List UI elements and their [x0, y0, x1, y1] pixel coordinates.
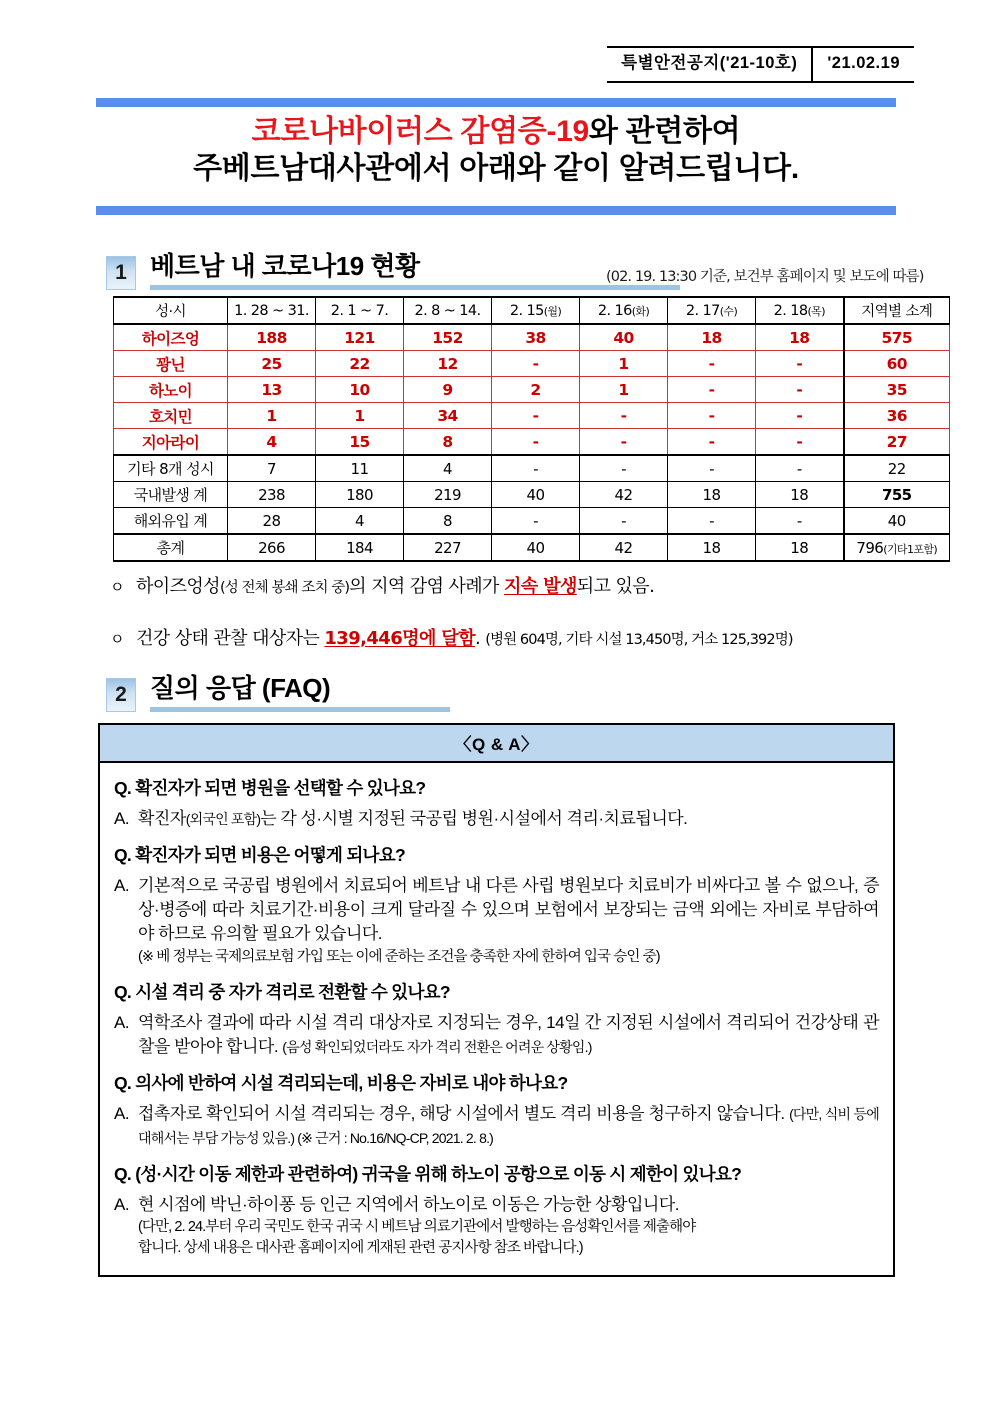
row-label: 호치민	[114, 403, 228, 429]
table-header-row	[114, 297, 950, 324]
status-bullet-list	[110, 572, 930, 676]
faq-question: Q. 확진자가 되면 비용은 어떻게 되나요?	[114, 845, 405, 866]
cell: -	[492, 403, 580, 429]
cell: -	[668, 351, 756, 377]
cell: -	[580, 455, 668, 482]
section-2-number-badge: 2	[106, 678, 136, 712]
faq-body	[100, 763, 893, 1275]
cell: 22	[316, 351, 404, 377]
table-row	[114, 482, 950, 508]
list-item	[110, 624, 930, 650]
row-subtotal: 60	[844, 351, 950, 377]
answer-text: 역학조사 결과에 따라 시설 격리 대상자로 지정되는 경우, 14일 간 지정된 시설에서 격리되어 건강상태 관찰을 받아야 합니다. (음성 확인되었더라도 자가 격리 전환은 어려운 상황임.)	[138, 1012, 879, 1056]
cell: 42	[580, 534, 668, 561]
row-subtotal: 35	[844, 377, 950, 403]
cell: -	[580, 508, 668, 535]
cell: 18	[668, 482, 756, 508]
cell: 180	[316, 482, 404, 508]
answer-marker: A.	[114, 876, 130, 896]
cell: -	[492, 508, 580, 535]
bullet-marker: ㅇ	[110, 630, 124, 648]
faq-item	[114, 979, 879, 1059]
table-row	[114, 429, 950, 456]
table-row	[114, 324, 950, 351]
answer-text: 확진자(외국인 포함)는 각 성·시별 지정된 국공립 병원·시설에서 격리·치료됩니다.	[138, 809, 688, 828]
cell: -	[492, 351, 580, 377]
table-row	[114, 508, 950, 535]
answer-text: 현 시점에 박닌·하이퐁 등 인근 지역에서 하노이로 이동은 가능한 상황입니다. (다만, 2. 24.부터 우리 국민도 한국 귀국 시 베트남 의료기관에서 발행하는 음성확인서를 제출해야 합니다. 상세 내용은 대사관 홈페이지에 게재된 관련 공지사항 참조 바랍니다.)	[138, 1193, 879, 1259]
cell: 188	[228, 324, 316, 351]
notice-number-label: 특별안전공지('21-10호)	[607, 48, 813, 81]
cell: 8	[404, 429, 492, 456]
cell: -	[492, 455, 580, 482]
faq-question: Q. 의사에 반하여 시설 격리되는데, 비용은 자비로 내야 하나요?	[114, 1072, 568, 1093]
col-head-day-15: 2. 15(월)	[492, 297, 580, 324]
cell: 10	[316, 377, 404, 403]
table-row	[114, 455, 950, 482]
faq-answer	[114, 1193, 879, 1259]
cell: 7	[228, 455, 316, 482]
cell: -	[756, 351, 844, 377]
cell: 227	[404, 534, 492, 561]
cell: 18	[668, 324, 756, 351]
row-subtotal: 22	[844, 455, 950, 482]
cell: 40	[492, 482, 580, 508]
row-subtotal: 27	[844, 429, 950, 456]
cell: 4	[316, 508, 404, 535]
cell: 184	[316, 534, 404, 561]
cell: 4	[404, 455, 492, 482]
faq-item	[114, 1161, 879, 1259]
answer-marker: A.	[114, 1195, 130, 1215]
row-subtotal: 755	[844, 482, 950, 508]
emphasis-continuous-outbreak: 지속 발생	[503, 576, 577, 597]
cell: 34	[404, 403, 492, 429]
cell: 121	[316, 324, 404, 351]
document-header-stamp	[607, 46, 914, 83]
title-red-part: 코로나바이러스 감염증-19	[251, 115, 589, 148]
cell: 15	[316, 429, 404, 456]
cell: -	[492, 429, 580, 456]
col-head-day-17: 2. 17(수)	[668, 297, 756, 324]
cell: 8	[404, 508, 492, 535]
faq-answer	[114, 874, 879, 967]
title-rule-top	[96, 98, 896, 107]
col-head-region: 성·시	[114, 297, 228, 324]
cell: 1	[316, 403, 404, 429]
cell: 4	[228, 429, 316, 456]
cell: 1	[580, 377, 668, 403]
bullet-marker: ㅇ	[110, 578, 124, 596]
answer-note: (다만, 식비 등에 대해서는 부담 가능성 있음.) (※ 근거 : No.16/NQ-CP, 2021. 2. 8.)	[138, 1105, 880, 1146]
cell: -	[756, 377, 844, 403]
title-rest-part: 와 관련하여	[588, 115, 741, 148]
cell: 18	[668, 534, 756, 561]
cell: 11	[316, 455, 404, 482]
bullet-text: 하이즈엉성(성 전체 봉쇄 조치 중)의 지역 감염 사례가 지속 발생되고 있음.	[136, 576, 655, 597]
section-2-title-underline	[150, 668, 450, 712]
answer-note: (다만, 2. 24.부터 우리 국민도 한국 귀국 시 베트남 의료기관에서 발행하는 음성확인서를 제출해야	[138, 1219, 696, 1236]
row-label: 해외유입 계	[114, 508, 228, 535]
row-label: 꽝닌	[114, 351, 228, 377]
section-1-heading	[106, 246, 924, 290]
cell: -	[580, 429, 668, 456]
col-head-day-18: 2. 18(목)	[756, 297, 844, 324]
cell: 13	[228, 377, 316, 403]
faq-question: Q. (성·시간 이동 제한과 관련하여) 귀국을 위해 하노이 공항으로 이동 시 제한이 있나요?	[114, 1164, 742, 1185]
row-label: 총계	[114, 534, 228, 561]
cell: 9	[404, 377, 492, 403]
title-line-1	[96, 114, 896, 151]
list-item	[110, 572, 930, 598]
row-label: 기타 8개 성시	[114, 455, 228, 482]
col-head-period-1: 1. 28 ~ 31.	[228, 297, 316, 324]
faq-answer	[114, 1011, 879, 1059]
cell: 18	[756, 482, 844, 508]
table-row-total	[114, 534, 950, 561]
row-subtotal: 40	[844, 508, 950, 535]
answer-note: (※ 베 정부는 국제의료보험 가입 또는 이에 준하는 조건을 충족한 자에 한하여 입국 승인 중)	[138, 948, 660, 965]
cell: 1	[580, 351, 668, 377]
faq-item	[114, 775, 879, 831]
section-2-title: 질의 응답 (FAQ)	[150, 673, 331, 703]
faq-box	[98, 723, 895, 1277]
cell: -	[580, 403, 668, 429]
cell: -	[668, 403, 756, 429]
cell: -	[756, 455, 844, 482]
faq-question: Q. 시설 격리 중 자가 격리로 전환할 수 있나요?	[114, 981, 450, 1002]
section-1-title: 베트남 내 코로나19 현황	[150, 251, 420, 281]
answer-text: 기본적으로 국공립 병원에서 치료되어 베트남 내 다른 사립 병원보다 치료비가 비싸다고 볼 수 없으나, 증상·병증에 따라 치료기간·비용이 크게 달라질 수 있으며 보험에서 보장되는 금액 외에는 자비로 부담하여야 하므로 유의할 필요가 있습니다. (※ 베 정부는 국제의료보험 가입 또는 이에 준하는 조건을 충족한 자에 한하여 입국 승인 중)	[138, 874, 879, 967]
faq-question: Q. 확진자가 되면 병원을 선택할 수 있나요?	[114, 778, 426, 798]
row-label: 국내발생 계	[114, 482, 228, 508]
faq-item	[114, 842, 879, 967]
title-line-2: 주베트남대사관에서 아래와 같이 알려드립니다.	[193, 151, 799, 185]
row-label: 지아라이	[114, 429, 228, 456]
table-head	[114, 297, 950, 324]
answer-text: 접촉자로 확인되어 시설 격리되는 경우, 해당 시설에서 별도 격리 비용을 청구하지 않습니다. (다만, 식비 등에 대해서는 부담 가능성 있음.) (※ 근거 : No.16/NQ-CP, 2021. 2. 8.)	[138, 1103, 880, 1146]
answer-marker: A.	[114, 1012, 130, 1032]
notice-date-label: '21.02.19	[827, 54, 900, 72]
cell: 38	[492, 324, 580, 351]
table-row	[114, 377, 950, 403]
section-1-number-badge: 1	[106, 256, 136, 290]
section-2-heading	[106, 668, 450, 712]
answer-marker: A.	[114, 1103, 130, 1123]
covid-status-table	[113, 296, 950, 562]
cell: 28	[228, 508, 316, 535]
cell: -	[668, 508, 756, 535]
answer-note: (음성 확인되었더라도 자가 격리 전환은 어려운 상황임.)	[282, 1038, 592, 1055]
cell: 40	[492, 534, 580, 561]
cell: 18	[756, 534, 844, 561]
cell: 12	[404, 351, 492, 377]
faq-box-header: 〈Q & A〉	[100, 725, 893, 763]
table-body	[114, 324, 950, 561]
cell: -	[668, 377, 756, 403]
cell: 18	[756, 324, 844, 351]
table-row	[114, 403, 950, 429]
cell: 40	[580, 324, 668, 351]
faq-item	[114, 1070, 879, 1150]
row-subtotal: 796(기타1포함)	[844, 534, 950, 561]
cell: -	[756, 429, 844, 456]
row-subtotal: 575	[844, 324, 950, 351]
faq-answer	[114, 1102, 879, 1150]
cell: -	[756, 403, 844, 429]
section-1-title-underline	[150, 246, 680, 290]
col-head-day-16: 2. 16(화)	[580, 297, 668, 324]
cell: 266	[228, 534, 316, 561]
cell: 1	[228, 403, 316, 429]
answer-marker: A.	[114, 809, 130, 828]
cell: 25	[228, 351, 316, 377]
title-rule-bottom	[96, 206, 896, 215]
cell: -	[756, 508, 844, 535]
cell: 219	[404, 482, 492, 508]
col-head-period-3: 2. 8 ~ 14.	[404, 297, 492, 324]
row-label: 하이즈엉	[114, 324, 228, 351]
answer-note: 합니다. 상세 내용은 대사관 홈페이지에 게재된 관련 공지사항 참조 바랍니다.)	[138, 1240, 583, 1257]
cell: 2	[492, 377, 580, 403]
cell: -	[668, 429, 756, 456]
col-head-subtotal: 지역별 소계	[844, 297, 950, 324]
table-row	[114, 351, 950, 377]
col-head-period-2: 2. 1 ~ 7.	[316, 297, 404, 324]
emphasis-monitored-count: 139,446명에 달함	[324, 628, 475, 649]
document-title	[96, 114, 896, 187]
cell: 152	[404, 324, 492, 351]
cell: -	[668, 455, 756, 482]
cell: 42	[580, 482, 668, 508]
row-subtotal: 36	[844, 403, 950, 429]
section-1-source-note: (02. 19. 13:30 기준, 보건부 홈페이지 및 보도에 따름)	[606, 269, 924, 285]
cell: 238	[228, 482, 316, 508]
row-label: 하노이	[114, 377, 228, 403]
bullet-text: 건강 상태 관찰 대상자는 139,446명에 달함. (병원 604명, 기타 시설 13,450명, 거소 125,392명)	[136, 628, 793, 649]
faq-answer	[114, 807, 879, 831]
